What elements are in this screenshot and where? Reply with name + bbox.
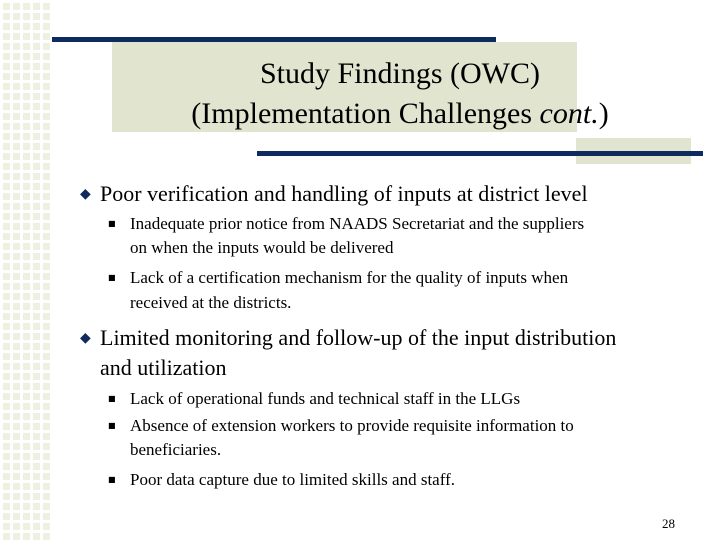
square-bullet-icon: ■: [108, 475, 116, 484]
sub-bullet-text: Lack of a certification mechanism for the quality of inputs when: [130, 268, 569, 287]
subtitle-italic: cont.: [539, 97, 599, 130]
bullet-text: Poor verification and handling of inputs at district level: [100, 181, 588, 206]
square-bullet-icon: ■: [108, 421, 116, 430]
sub-bullet-text: Poor data capture due to limited skills and staff.: [130, 470, 455, 489]
diamond-bullet-icon: ◆: [80, 330, 91, 346]
sub-bullet-text: Absence of extension workers to provide requisite information to: [130, 416, 574, 435]
left-decorative-strip: [0, 0, 50, 540]
title-abbreviation: OWC: [460, 57, 531, 90]
page-number: 28: [662, 516, 675, 531]
title-top-rule: [52, 37, 496, 42]
square-bullet-icon: ■: [108, 394, 116, 403]
title-bottom-rule: [257, 151, 703, 156]
bullet-text: Limited monitoring and follow-up of the input distribution: [100, 325, 617, 350]
slide-title: Study Findings (OWC): [259, 57, 541, 90]
sub-bullet-text: Lack of operational funds and technical staff in the LLGs: [130, 389, 521, 408]
square-bullet-icon: ■: [108, 273, 116, 282]
slide-subtitle: (Implementation Challenges cont.): [191, 97, 609, 130]
square-bullet-icon: ■: [108, 219, 116, 228]
diamond-bullet-icon: ◆: [80, 186, 91, 202]
sub-bullet-text: Inadequate prior notice from NAADS Secretariat and the suppliers: [130, 214, 585, 233]
